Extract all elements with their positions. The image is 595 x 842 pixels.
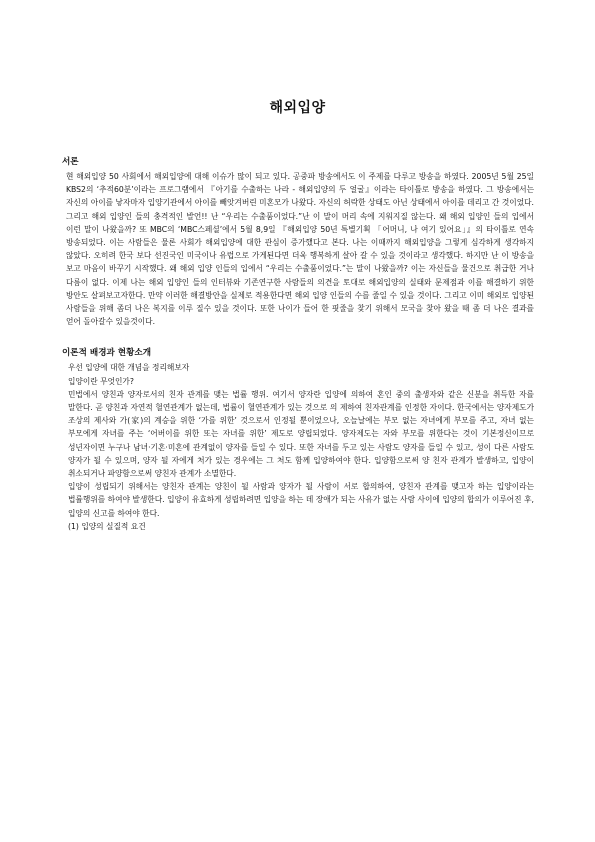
definition-paragraph: 민법에서 양친과 양자로서의 친자 관계를 맺는 법률 행위. 여기서 양자란 입양에 의하여 혼인 중의 출생자와 같은 신분을 취득한 자를 말한다. 곧 양친과 자연적 혈연관계가 없는데, 법률이 혈연관계가 있는 것으로 의 제하여 친자관계를 인정한 자이다. 한국에서는 양자제도가 조상의 제사와 가(家)의 계승을 위한 ‘가를 위한’ 것으로서 인정될 뿐이었으나, 오늘날에는 부모 없는 자녀에게 부모를 주고, 자녀 없는 부모에게 자녀를 주는 ‘어버이를 위한 또는 자녀를 위한’ 제도로 양립되었다. 양자제도는 자와 부모를 위한다는 것이 기본정신이므로 성년자이면 누구나 남녀·기혼·미혼에 관계없이 양자를 들일 수 있다. 또한 자녀를 두고 있는 사람도 양자를 들일 수 있고, 성이 다른 사람도 양자가 될 수 있으며, 양자 될 자에게 처가 있는 경우에는 그 처도 함께 입양하여야 한다. 입양함으로써 양 친자 관계가 발생하고, 입양이 취소되거나 파양함으로써 양친자 관계가 소멸한다. [68,389,534,479]
document-body [62,155,534,533]
definition-question: 입양이란 무엇인가? [68,376,134,386]
subsection-item: (1) 입양의 실질적 요건 [68,521,146,531]
section-heading-introduction: 서론 [62,157,79,167]
section-heading-background: 이론적 배경과 현황소개 [62,348,151,359]
background-intro-line: 우선 입양에 대한 개념을 정리해보자 [68,363,190,373]
requirements-paragraph: 입양이 성립되기 위해서는 양친자 관계는 양친이 될 사람과 양자가 될 사람이 서로 합의하여, 양친자 관계를 맺고자 하는 입양이라는 법률행위를 하여야 발생한다. 입양이 유효하게 성립하려면 입양을 하는 데 장애가 되는 사유가 없는 사람 사이에 입양의 합의가 이루어진 후, 입양의 신고를 하여야 한다. [68,482,534,518]
document-title: 해외입양 [269,100,326,116]
introduction-paragraph: 현 해외입양 50 사회에서 해외입양에 대해 이슈가 많이 되고 있다. 공중파 방송에서도 이 주제를 다루고 방송을 하였다. 2005년 5월 25일 KBS2의 ‘추적60분’이라는 프로그램에서 『아기를 수출하는 나라 - 해외입양의 두 얼굴』이라는 타이틀로 방송을 하였다. 그 방송에서는 자신의 아이를 낳자마자 입양기관에서 아이를 빼앗겨버린 미혼모가 나왔다. 자신의 허락한 상태도 아닌 상태에서 아이를 데리고 간 것이었다. 그리고 해외 입양인 들의 충격적인 발언!! 난 “우리는 수출품이었다.”난 이 말이 머리 속에 지워지질 않는다. 왜 해외 입양인 들의 입에서 이런 말이 나왔을까? 또 MBC의 ‘MBC스페셜’에서 5월 8,9일 『해외입양 50년 특별기획 「어머니, 나 여기 있어요」』의 타이틀로 연속 방송되었다. 이는 사람들은 물론 사회가 해외입양에 대한 관심이 증가했다고 본다. 나는 이때까지 해외입양을 그렇게 심각하게 생각하지 않았다. 오히려 한국 보다 선진국인 미국이나 유럽으로 가게된다면 더욱 행복하게 살아 갈 수 있을 것이라고 생각했다. 하지만 난 이 방송을 보고 마음이 바꾸기 시작했다. 왜 해외 입양 인들의 입에서 “우리는 수출품이었다.”는 말이 나왔을까? 이는 자신들을 물건으로 취급한 거나 다름이 없다. 이제 나는 해외 입양인 들의 인터뷰와 기존연구한 사람들의 의견을 토대로 해외입양의 실태와 문제점과 이를 해결하기 위한 방안도 살펴보고자한다. 만약 이러한 해결방안을 실제로 적용한다면 해외 입양 인들의 수를 줄일 수 있을 것이다. 그리고 이미 해외로 입양된 사람들을 위해 좀더 나은 복지를 이루 질수 있을 것이다. 또한 나이가 들어 한 핏줄을 찾기 위해서 모국을 찾아 왔을 때 좀 더 나은 결과를 얻어 돌아갈수 있을것이다. [66,172,534,327]
